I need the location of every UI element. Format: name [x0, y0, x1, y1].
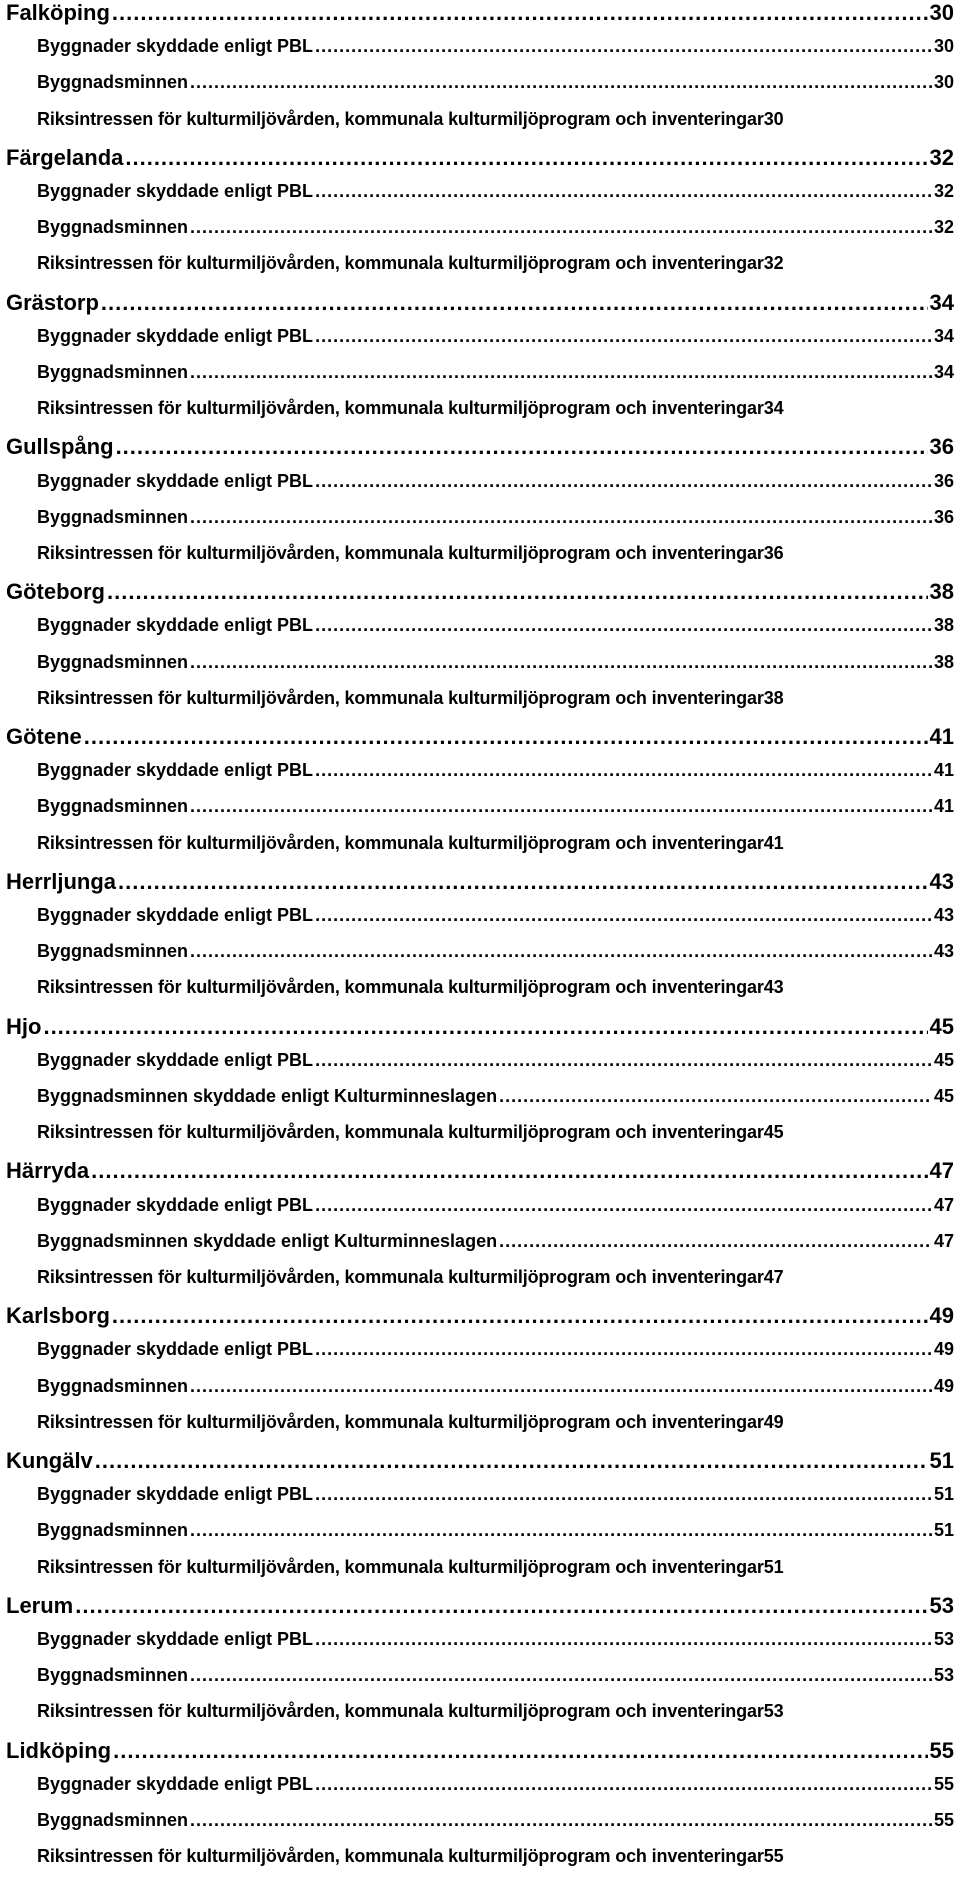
toc-entry-title: Herrljunga	[6, 868, 117, 894]
toc-page-number: 51	[929, 1448, 954, 1473]
toc-page-number: 43	[933, 905, 954, 925]
toc-subentry-title: Byggnader skyddade enligt PBL	[37, 1629, 314, 1649]
toc-dot-leader	[499, 1086, 932, 1107]
toc-dot-leader	[118, 869, 927, 895]
toc-dot-leader	[190, 1665, 932, 1686]
toc-page-number: 30	[933, 72, 954, 93]
toc-dot-leader	[125, 145, 927, 171]
toc-dot-leader	[75, 1593, 927, 1619]
toc-page-number: 55	[763, 1846, 784, 1867]
toc-page-number: 32	[763, 253, 784, 274]
toc-entry-municipality[interactable]	[6, 579, 954, 611]
toc-subentry-title: Byggnader skyddade enligt PBL	[37, 36, 314, 57]
toc-entry-subsection[interactable]	[37, 109, 954, 141]
toc-page-number: 55	[933, 1773, 954, 1794]
toc-subentry-title: Byggnader skyddade enligt PBL	[37, 1049, 314, 1070]
toc-page-number: 34	[933, 362, 954, 382]
toc-dot-leader	[95, 1448, 928, 1474]
toc-entry-subsection[interactable]	[37, 1665, 954, 1697]
toc-page-number: 41	[933, 796, 954, 817]
toc-entry-municipality[interactable]	[6, 1738, 954, 1770]
toc-entry-subsection[interactable]	[37, 362, 954, 394]
toc-page-number: 32	[933, 181, 954, 201]
toc-subentry-title: Byggnader skyddade enligt PBL	[37, 905, 314, 925]
toc-subentry-title: Byggnadsminnen	[37, 217, 189, 238]
toc-entry-title: Hjo	[6, 1013, 42, 1039]
toc-subentry-title: Riksintressen för kulturmiljövården, kommunala kulturmiljöprogram och inventeringar	[37, 253, 764, 274]
toc-page-number: 30	[763, 108, 784, 129]
toc-dot-leader	[315, 1484, 932, 1505]
toc-subentry-title: Riksintressen för kulturmiljövården, kommunala kulturmiljöprogram och inventeringar	[37, 832, 764, 853]
toc-entry-municipality[interactable]	[6, 1014, 954, 1046]
toc-entry-subsection[interactable]	[37, 253, 954, 285]
toc-subentry-title: Byggnader skyddade enligt PBL	[37, 1484, 314, 1505]
toc-entry-subsection[interactable]	[37, 688, 954, 720]
toc-dot-leader	[315, 1774, 932, 1795]
toc-entry-subsection[interactable]	[37, 72, 954, 104]
toc-entry-subsection[interactable]	[37, 1774, 954, 1806]
toc-dot-leader	[190, 941, 932, 962]
toc-entry-subsection[interactable]	[37, 1267, 954, 1299]
toc-page-number: 38	[763, 687, 784, 708]
toc-dot-leader	[112, 1303, 928, 1329]
toc-subentry-title: Byggnadsminnen	[37, 1375, 189, 1396]
toc-page-number: 45	[933, 1049, 954, 1070]
toc-page-number: 36	[929, 434, 954, 460]
toc-entry-subsection[interactable]	[37, 1086, 954, 1118]
toc-subentry-title: Riksintressen för kulturmiljövården, kommunala kulturmiljöprogram och inventeringar	[37, 1122, 764, 1143]
toc-page-number: 47	[929, 1158, 954, 1184]
toc-page-number: 49	[929, 1303, 954, 1329]
toc-subentry-title: Byggnadsminnen	[37, 1810, 189, 1830]
toc-entry-municipality[interactable]	[6, 1593, 954, 1625]
toc-subentry-title: Riksintressen för kulturmiljövården, kommunala kulturmiljöprogram och inventeringar	[37, 977, 764, 998]
toc-page-number: 45	[933, 1086, 954, 1106]
toc-dot-leader	[84, 724, 928, 750]
toc-entry-title: Grästorp	[6, 289, 99, 315]
toc-dot-leader	[315, 1050, 932, 1071]
toc-entry-municipality[interactable]	[6, 0, 954, 32]
toc-entry-municipality[interactable]	[6, 1303, 954, 1335]
toc-dot-leader	[315, 615, 932, 636]
toc-page-number: 34	[763, 398, 784, 419]
toc-subentry-title: Byggnader skyddade enligt PBL	[37, 325, 314, 346]
toc-entry-municipality[interactable]	[6, 290, 954, 322]
toc-entry-subsection[interactable]	[37, 1520, 954, 1552]
toc-subentry-title: Byggnader skyddade enligt PBL	[37, 1339, 314, 1360]
toc-entry-subsection[interactable]	[37, 36, 954, 68]
toc-entry-subsection[interactable]	[37, 1231, 954, 1263]
toc-entry-subsection[interactable]	[37, 760, 954, 792]
toc-dot-leader	[190, 72, 932, 93]
toc-page-number: 30	[933, 36, 954, 57]
toc-entry-municipality[interactable]	[6, 434, 954, 466]
toc-dot-leader	[315, 760, 932, 781]
toc-subentry-title: Riksintressen för kulturmiljövården, kommunala kulturmiljöprogram och inventeringar	[37, 398, 764, 419]
toc-dot-leader	[190, 217, 932, 238]
toc-page-number: 49	[763, 1411, 784, 1432]
toc-dot-leader	[315, 471, 932, 492]
toc-entry-subsection[interactable]	[37, 1195, 954, 1227]
toc-subentry-title: Byggnader skyddade enligt PBL	[37, 615, 314, 636]
toc-entry-title: Götene	[6, 724, 82, 749]
toc-page-number: 41	[933, 760, 954, 781]
toc-entry-title: Göteborg	[6, 579, 105, 605]
toc-entry-subsection[interactable]	[37, 615, 954, 647]
toc-subentry-title: Byggnadsminnen	[37, 651, 189, 672]
toc-subentry-title: Byggnadsminnen	[37, 1665, 189, 1686]
toc-entry-title: Falköping	[6, 0, 110, 25]
toc-entry-subsection[interactable]	[37, 1810, 954, 1842]
toc-entry-title: Gullspång	[6, 434, 114, 460]
toc-dot-leader	[315, 1629, 932, 1650]
toc-subentry-title: Riksintressen för kulturmiljövården, kommunala kulturmiljöprogram och inventeringar	[37, 108, 764, 129]
toc-entry-subsection[interactable]	[37, 181, 954, 213]
toc-subentry-title: Byggnadsminnen	[37, 941, 189, 962]
toc-page-number: 36	[763, 543, 784, 563]
toc-page-number: 36	[933, 506, 954, 527]
toc-entry-subsection[interactable]	[37, 1484, 954, 1516]
toc-subentry-title: Byggnadsminnen	[37, 1520, 189, 1541]
toc-subentry-title: Riksintressen för kulturmiljövården, kommunala kulturmiljöprogram och inventeringar	[37, 687, 764, 708]
toc-page-number: 49	[933, 1375, 954, 1396]
toc-dot-leader	[190, 652, 932, 673]
toc-entry-subsection[interactable]	[37, 1122, 954, 1154]
toc-page-number: 51	[763, 1556, 784, 1577]
toc-dot-leader	[499, 1231, 932, 1252]
toc-dot-leader	[315, 181, 932, 202]
toc-page-number: 30	[929, 0, 954, 25]
toc-dot-leader	[190, 1376, 932, 1397]
toc-dot-leader	[190, 1520, 932, 1541]
toc-page-number: 32	[929, 144, 954, 170]
toc-subentry-title: Riksintressen för kulturmiljövården, kommunala kulturmiljöprogram och inventeringar	[37, 1411, 764, 1432]
toc-dot-leader	[112, 0, 928, 26]
toc-subentry-title: Byggnadsminnen	[37, 362, 189, 382]
toc-subentry-title: Byggnadsminnen	[37, 796, 189, 817]
toc-dot-leader	[43, 1014, 927, 1040]
toc-entry-municipality[interactable]	[6, 1158, 954, 1190]
toc-dot-leader	[101, 290, 928, 316]
toc-dot-leader	[91, 1158, 927, 1184]
toc-entry-municipality[interactable]	[6, 869, 954, 901]
toc-page-number: 53	[763, 1701, 784, 1722]
toc-subentry-title: Riksintressen för kulturmiljövården, kommunala kulturmiljöprogram och inventeringar	[37, 543, 764, 563]
toc-dot-leader	[190, 1810, 932, 1831]
toc-entry-subsection[interactable]	[37, 326, 954, 358]
toc-entry-subsection[interactable]	[37, 1557, 954, 1589]
toc-entry-municipality[interactable]	[6, 145, 954, 177]
toc-page-number: 38	[929, 579, 954, 605]
toc-page-number: 53	[929, 1592, 954, 1618]
toc-subentry-title: Byggnader skyddade enligt PBL	[37, 1773, 314, 1794]
toc-subentry-title: Byggnadsminnen	[37, 506, 189, 527]
toc-page-number: 38	[933, 615, 954, 636]
toc-page-number: 36	[933, 470, 954, 491]
toc-subentry-title: Byggnadsminnen	[37, 72, 189, 93]
toc-dot-leader	[315, 905, 932, 926]
toc-subentry-title: Riksintressen för kulturmiljövården, kommunala kulturmiljöprogram och inventeringar	[37, 1701, 764, 1722]
toc-dot-leader	[315, 1195, 932, 1216]
toc-entry-title: Kungälv	[6, 1448, 93, 1473]
toc-entry-subsection[interactable]	[37, 941, 954, 973]
toc-dot-leader	[190, 796, 932, 817]
toc-entry-subsection[interactable]	[37, 1412, 954, 1444]
toc-dot-leader	[107, 579, 928, 605]
toc-entry-subsection[interactable]	[37, 398, 954, 430]
toc-dot-leader	[190, 507, 932, 528]
toc-page-number: 55	[933, 1810, 954, 1830]
toc-entry-title: Färgelanda	[6, 144, 124, 170]
toc-subentry-title: Byggnadsminnen skyddade enligt Kulturminneslagen	[37, 1086, 498, 1106]
toc-subentry-title: Riksintressen för kulturmiljövården, kommunala kulturmiljöprogram och inventeringar	[37, 1267, 764, 1287]
toc-subentry-title: Byggnadsminnen skyddade enligt Kulturminneslagen	[37, 1230, 498, 1251]
toc-entry-subsection[interactable]	[37, 1050, 954, 1082]
toc-dot-leader	[315, 36, 932, 57]
toc-entry-municipality[interactable]	[6, 724, 954, 756]
toc-page-number: 53	[933, 1629, 954, 1649]
toc-page-number: 55	[929, 1737, 954, 1763]
toc-page-number: 47	[763, 1267, 784, 1287]
toc-page-number: 45	[763, 1122, 784, 1143]
toc-subentry-title: Riksintressen för kulturmiljövården, kommunala kulturmiljöprogram och inventeringar	[37, 1846, 764, 1867]
toc-entry-subsection[interactable]	[37, 543, 954, 575]
toc-page-number: 41	[929, 724, 954, 749]
toc-dot-leader	[113, 1738, 927, 1764]
toc-subentry-title: Byggnader skyddade enligt PBL	[37, 1194, 314, 1215]
toc-page-number: 38	[933, 651, 954, 672]
toc-dot-leader	[190, 362, 932, 383]
toc-page-number: 43	[929, 868, 954, 894]
toc-subentry-title: Riksintressen för kulturmiljövården, kommunala kulturmiljöprogram och inventeringar	[37, 1556, 764, 1577]
toc-page-number: 43	[763, 977, 784, 998]
toc-entry-subsection[interactable]	[37, 217, 954, 249]
toc-page-number: 51	[933, 1484, 954, 1505]
toc-entry-subsection[interactable]	[37, 833, 954, 865]
toc-entry-title: Härryda	[6, 1158, 90, 1184]
toc-page-number: 47	[933, 1230, 954, 1251]
toc-dot-leader	[315, 326, 932, 347]
toc-entry-subsection[interactable]	[37, 905, 954, 937]
toc-entry-subsection[interactable]	[37, 652, 954, 684]
toc-page-number: 51	[933, 1520, 954, 1541]
toc-entry-title: Lerum	[6, 1592, 74, 1618]
toc-entry-subsection[interactable]	[37, 977, 954, 1009]
toc-subentry-title: Byggnader skyddade enligt PBL	[37, 181, 314, 201]
toc-entry-subsection[interactable]	[37, 1376, 954, 1408]
toc-entry-subsection[interactable]	[37, 1701, 954, 1733]
toc-dot-leader	[116, 434, 928, 460]
toc-page-number: 45	[929, 1013, 954, 1039]
toc-entry-subsection[interactable]	[37, 796, 954, 828]
toc-page-number: 47	[933, 1194, 954, 1215]
toc-entry-subsection[interactable]	[37, 1339, 954, 1371]
toc-entry-title: Karlsborg	[6, 1303, 110, 1329]
toc-entry-subsection[interactable]	[37, 507, 954, 539]
toc-entry-title: Lidköping	[6, 1737, 112, 1763]
toc-page-number: 41	[763, 832, 784, 853]
toc-subentry-title: Byggnader skyddade enligt PBL	[37, 760, 314, 781]
toc-entry-subsection[interactable]	[37, 471, 954, 503]
toc-page-number: 32	[933, 217, 954, 238]
toc-dot-leader	[315, 1339, 932, 1360]
toc-page-number: 49	[933, 1339, 954, 1360]
toc-page-number: 34	[929, 289, 954, 315]
toc-page-number: 43	[933, 941, 954, 962]
toc-page-number: 34	[933, 325, 954, 346]
toc-entry-subsection[interactable]	[37, 1629, 954, 1661]
toc-entry-subsection[interactable]	[37, 1846, 954, 1878]
toc-page-number: 53	[933, 1665, 954, 1686]
toc-subentry-title: Byggnader skyddade enligt PBL	[37, 470, 314, 491]
toc-entry-municipality[interactable]	[6, 1448, 954, 1480]
